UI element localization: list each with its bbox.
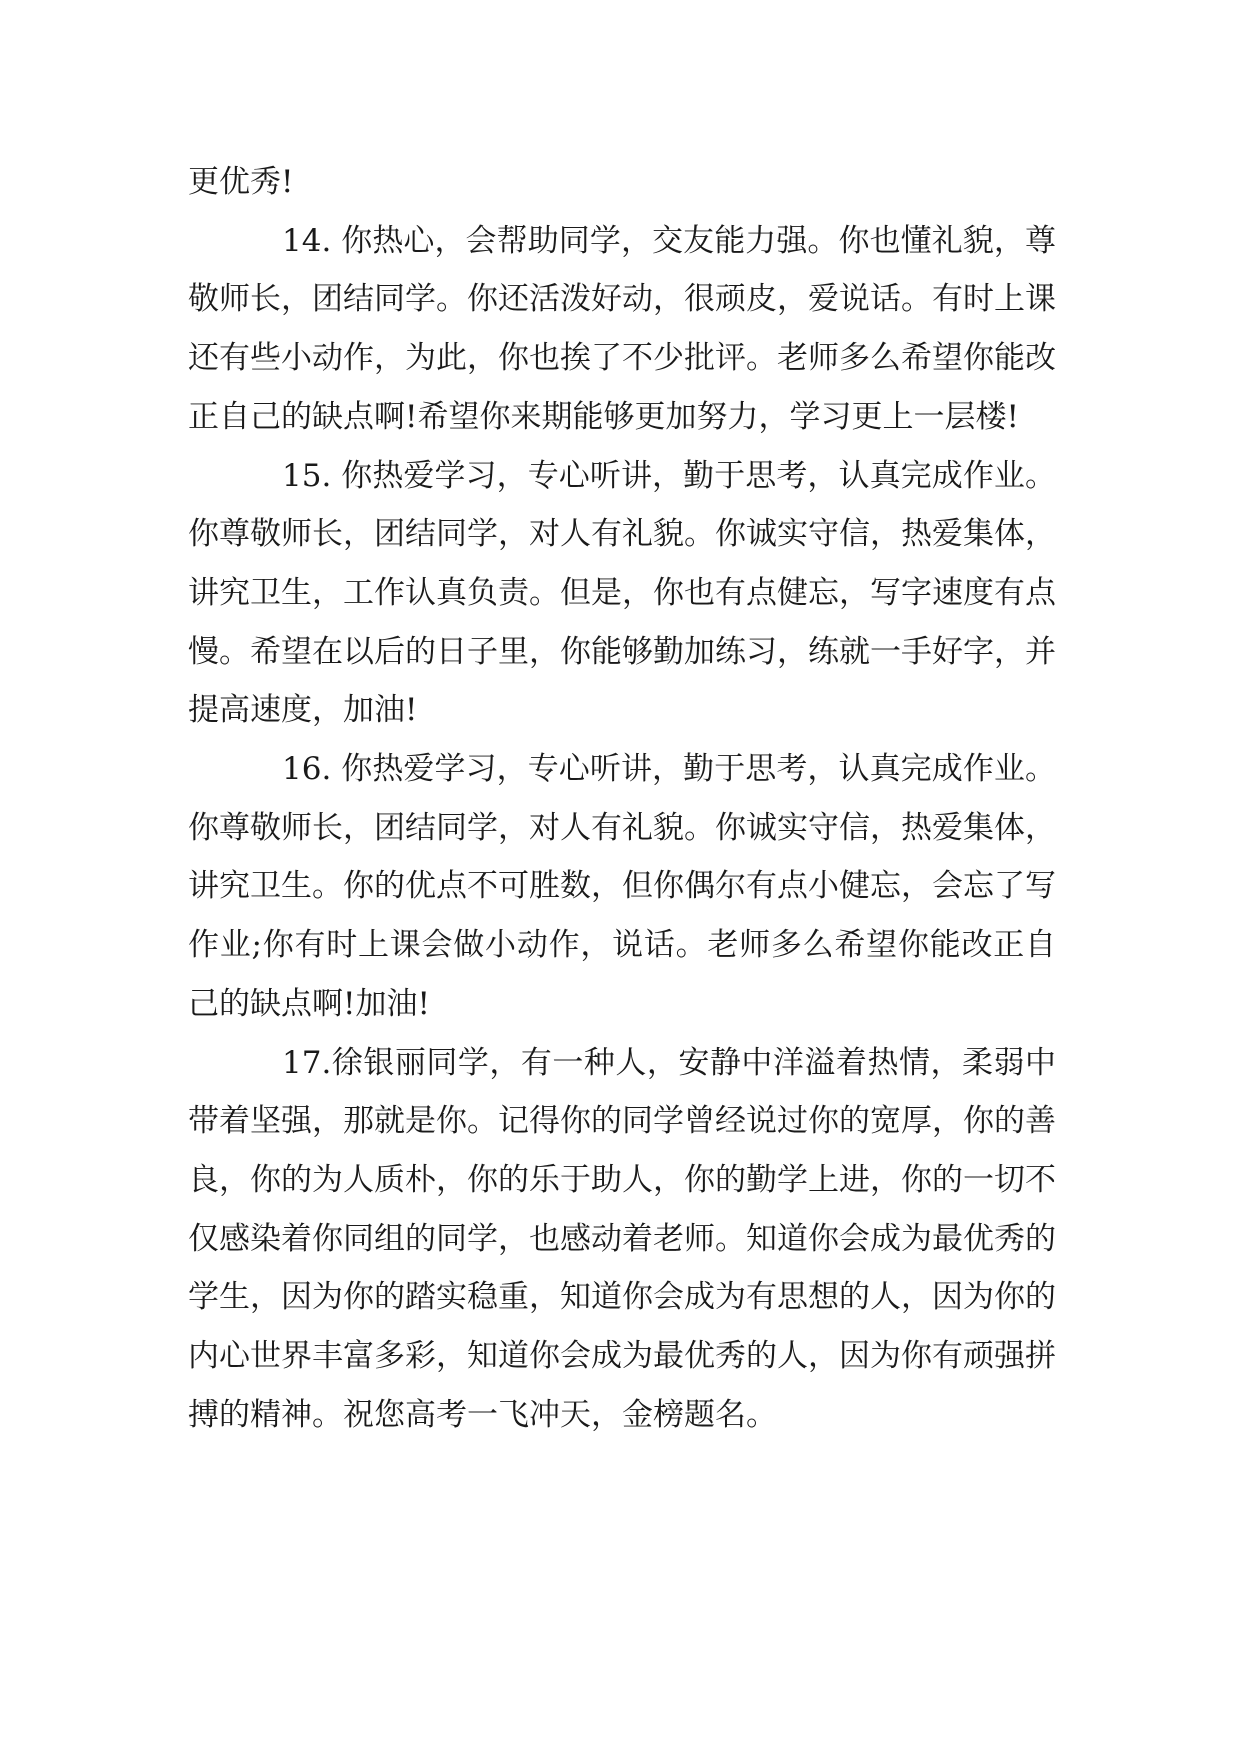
paragraph-15: 15. 你热爱学习，专心听讲，勤于思考，认真完成作业。你尊敬师长，团结同学，对人有礼貌。你诚实守信，热爱集体，讲究卫生，工作认真负责。但是，你也有点健忘，写字速度有点慢。希望在以后的日子里，你能够勤加练习，练就一手好字，并提高速度，加油!	[188, 457, 1056, 729]
paragraph-14: 14. 你热心，会帮助同学，交友能力强。你也懂礼貌，尊敬师长，团结同学。你还活泼好动，很顽皮，爱说话。有时上课还有些小动作，为此，你也挨了不少批评。老师多么希望你能改正自己的缺点啊!希望你来期能够更加努力，学习更上一层楼!	[188, 222, 1056, 435]
paragraph-13-continuation: 更优秀!	[188, 164, 294, 200]
paragraph-17: 17.徐银丽同学，有一种人，安静中洋溢着热情，柔弱中带着坚强，那就是你。记得你的同学曾经说过你的宽厚，你的善良，你的为人质朴，你的乐于助人，你的勤学上进，你的一切不仅感染着你同组的同学，也感动着老师。知道你会成为最优秀的学生，因为你的踏实稳重，知道你会成为有思想的人，因为你的内心世界丰富多彩，知道你会成为最优秀的人，因为你有顽强拼搏的精神。祝您高考一飞冲天，金榜题名。	[188, 1044, 1056, 1433]
document-body	[188, 153, 1056, 1444]
paragraph-16: 16. 你热爱学习，专心听讲，勤于思考，认真完成作业。你尊敬师长，团结同学，对人有礼貌。你诚实守信，热爱集体，讲究卫生。你的优点不可胜数，但你偶尔有点小健忘，会忘了写作业;你有时上课会做小动作，说话。老师多么希望你能改正自己的缺点啊!加油!	[188, 751, 1056, 1022]
